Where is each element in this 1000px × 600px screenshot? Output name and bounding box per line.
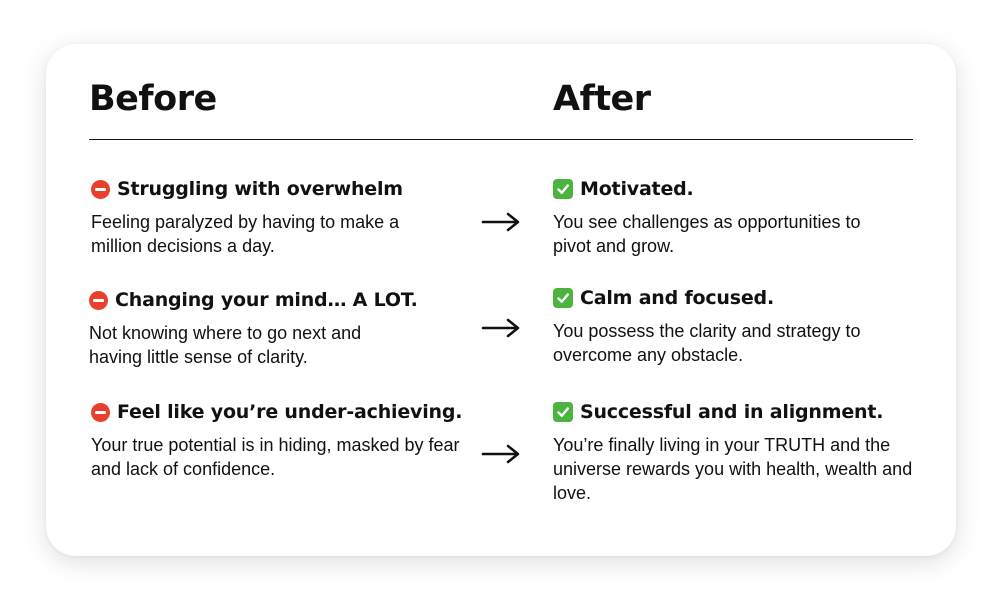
- before-item-title: Changing your mind… A LOT.: [115, 289, 418, 311]
- before-item-description: Feeling paralyzed by having to make a million decisions a day.: [91, 212, 400, 256]
- after-item-2: [553, 285, 923, 367]
- before-heading: Before: [89, 79, 217, 119]
- no-entry-icon: [89, 291, 108, 310]
- after-item-description: You see challenges as opportunities to pivot and grow.: [553, 212, 861, 256]
- check-mark-button-icon: [553, 288, 573, 308]
- after-item-title: Motivated.: [580, 178, 694, 200]
- no-entry-icon: [91, 180, 110, 199]
- right-arrow-icon: [481, 211, 521, 233]
- header-divider: [89, 139, 913, 140]
- before-item-title: Feel like you’re under-achieving.: [117, 401, 463, 423]
- check-mark-button-icon: [553, 179, 573, 199]
- right-arrow-icon: [481, 317, 521, 339]
- before-item-description: Your true potential is in hiding, masked by fear and lack of confidence.: [91, 435, 460, 479]
- after-item-description: You possess the clarity and strategy to overcome any obstacle.: [553, 321, 861, 365]
- before-item-title: Struggling with overwhelm: [117, 178, 403, 200]
- before-item-3: [91, 399, 471, 481]
- after-heading: After: [553, 79, 651, 119]
- after-item-3: [553, 399, 923, 505]
- right-arrow-icon: [481, 443, 521, 465]
- after-item-title: Successful and in alignment.: [580, 401, 884, 423]
- check-mark-button-icon: [553, 402, 573, 422]
- no-entry-icon: [91, 403, 110, 422]
- before-item-description: Not knowing where to go next and having little sense of clarity.: [89, 323, 362, 367]
- before-item-2: [89, 287, 469, 369]
- after-item-1: [553, 176, 923, 258]
- before-item-1: [91, 176, 471, 258]
- after-item-description: You’re finally living in your TRUTH and the universe rewards you with health, wealth and love.: [553, 435, 913, 503]
- after-item-title: Calm and focused.: [580, 287, 774, 309]
